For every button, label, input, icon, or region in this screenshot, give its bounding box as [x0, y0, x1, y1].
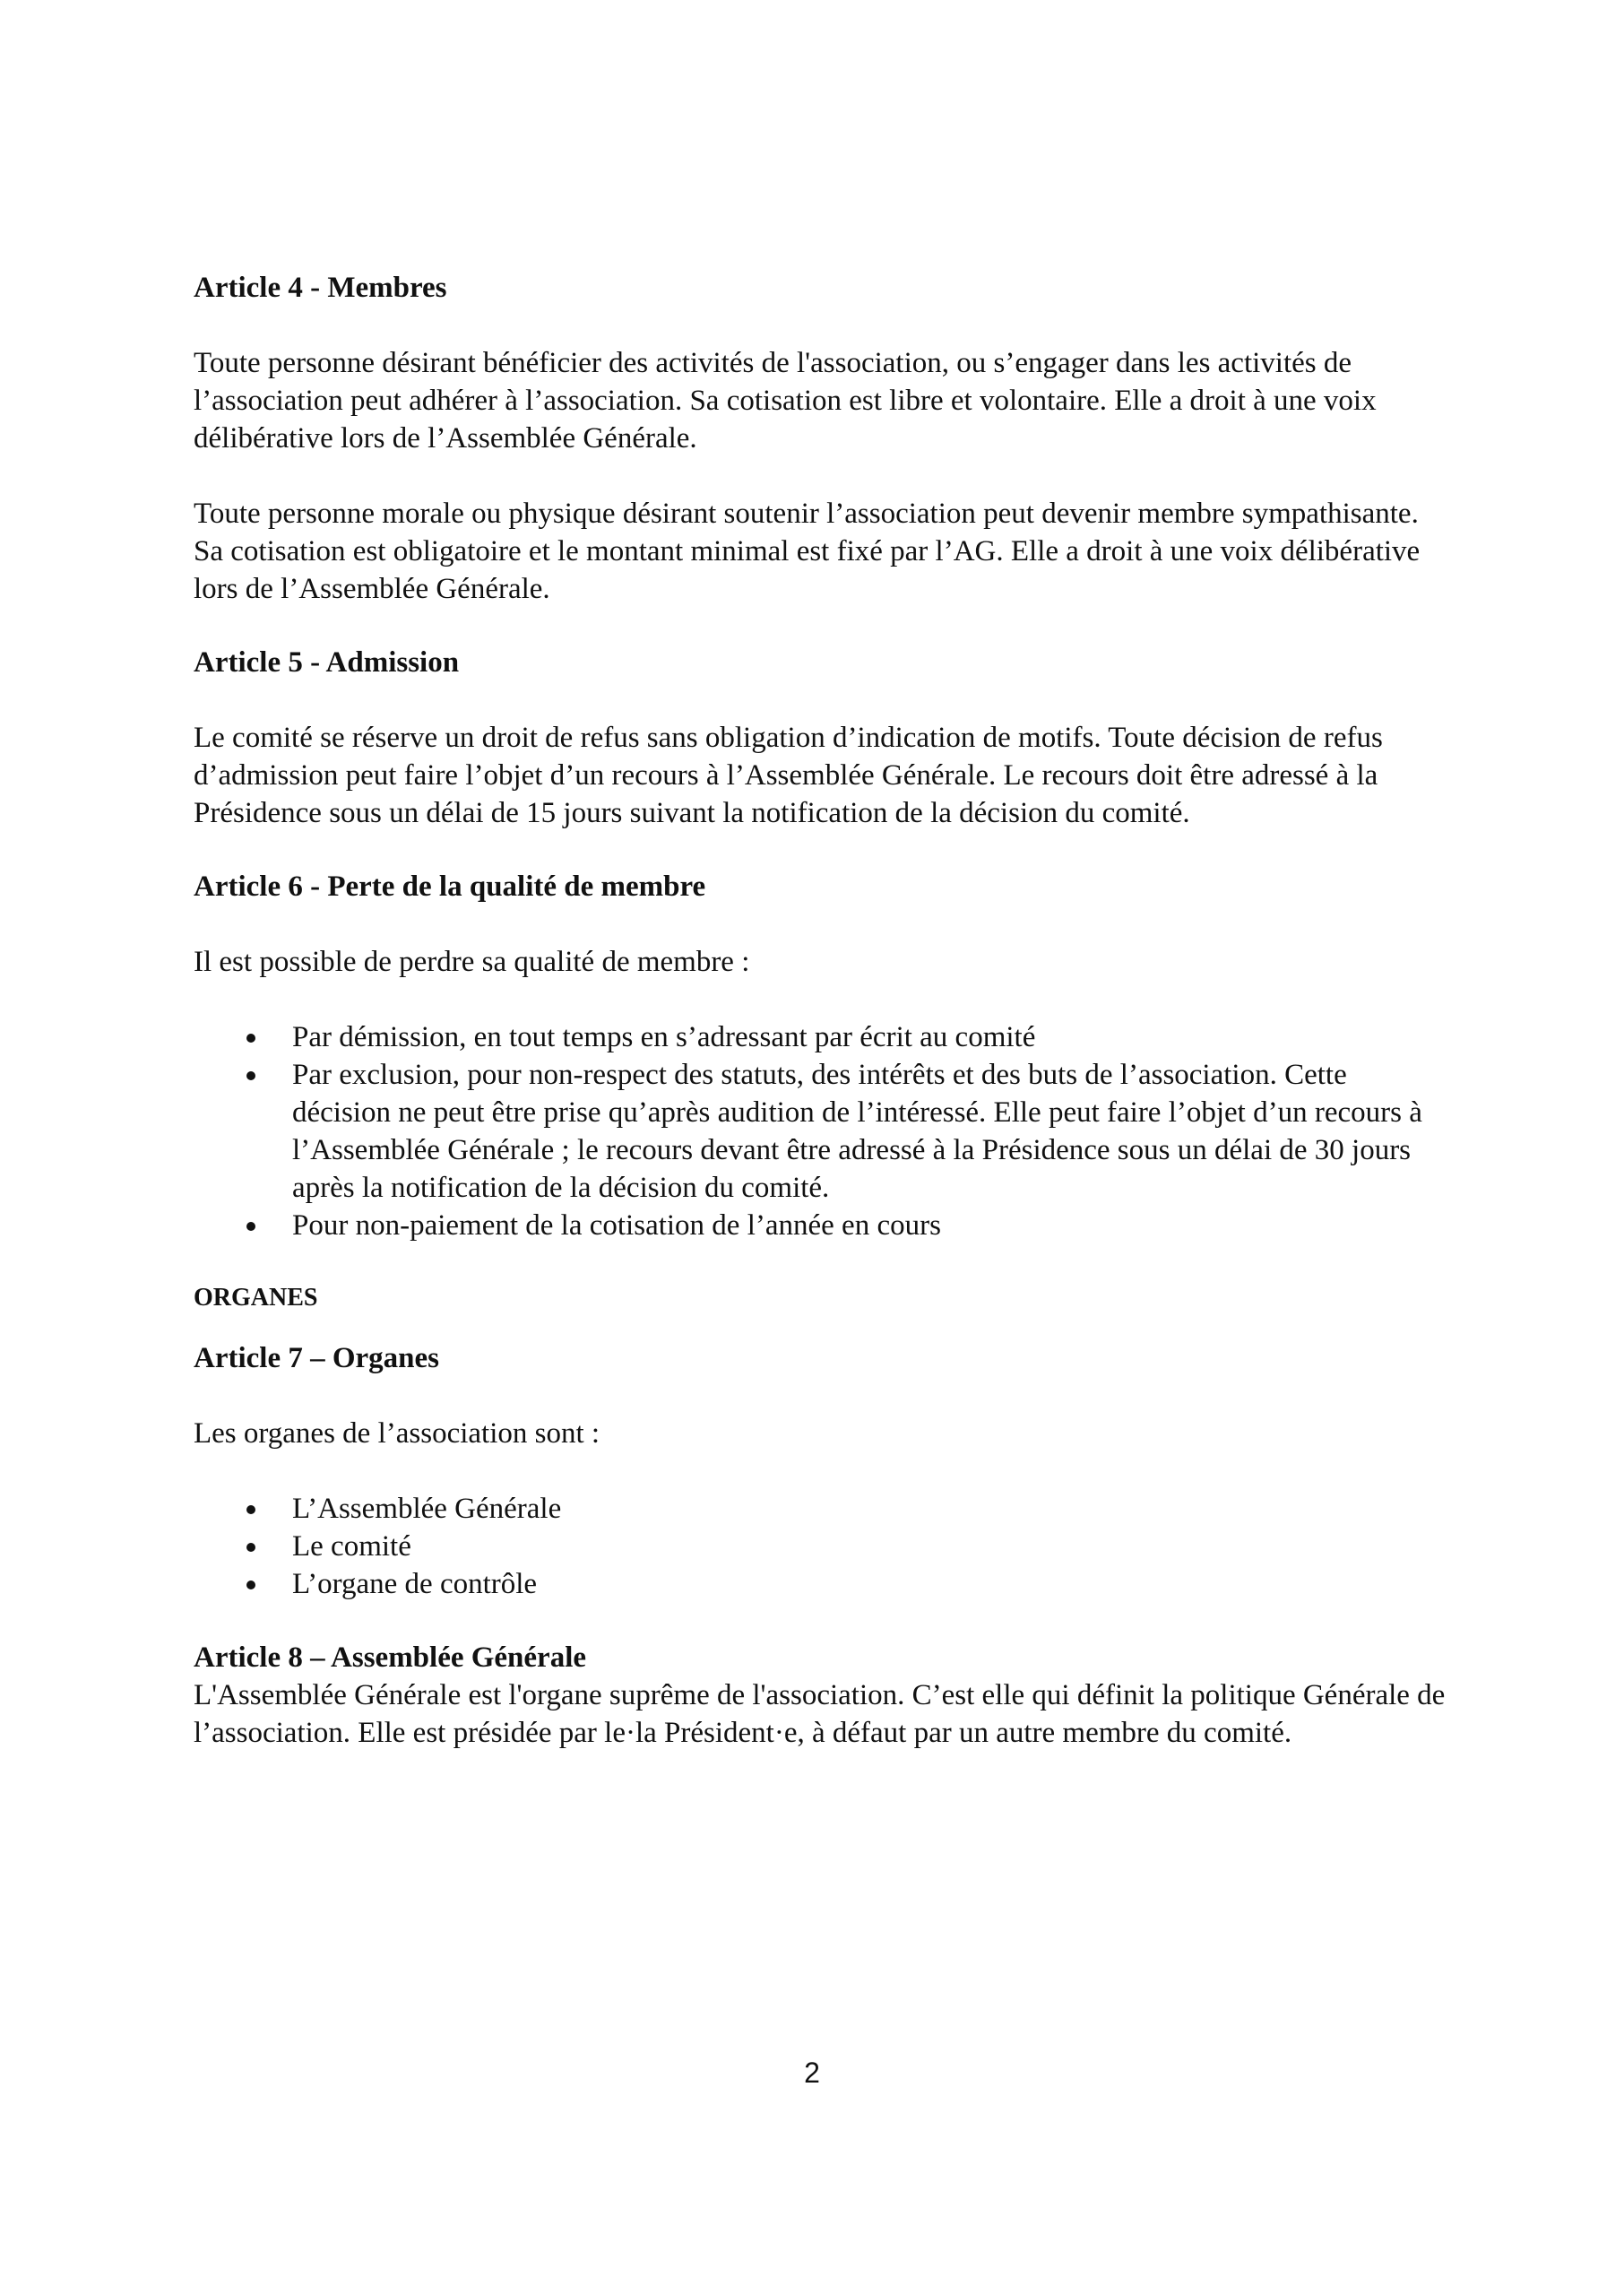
article-4-paragraph-1: Toute personne désirant bénéficier des activités de l'association, ou s’engager dans les activités de l’association peut adhérer à l’association. Sa cotisation est libre et volontaire. Elle a droit à une voix délibérative lors de l’Assemblée Générale.	[194, 347, 1377, 455]
document-page	[194, 269, 1448, 1752]
list-item-text: Le comité	[292, 1530, 411, 1563]
list-item-text: Par démission, en tout temps en s’adressant par écrit au comité	[292, 1021, 1036, 1053]
list-item-text: Par exclusion, pour non-respect des statuts, des intérêts et des buts de l’association. Cette décision ne peut être prise qu’après audition de l’intéressé. Elle peut faire l’objet d’un recours à l’Assemblée Générale ; le recours devant être adressé à la Présidence sous un délai de 30 jours après la notification de la décision du comité.	[292, 1059, 1422, 1204]
bullet-icon	[246, 1071, 255, 1080]
article-7-intro: Les organes de l’association sont :	[194, 1417, 600, 1450]
article-6-intro: Il est possible de perdre sa qualité de membre :	[194, 946, 750, 978]
section-title-organes: ORGANES	[194, 1284, 318, 1312]
page-number: 2	[804, 2057, 820, 2089]
article-6-heading: Article 6 - Perte de la qualité de membre	[194, 870, 706, 903]
article-4-heading: Article 4 - Membres	[194, 272, 447, 304]
article-8-paragraph-1: L'Assemblée Générale est l'organe suprême de l'association. C’est elle qui définit la politique Générale de l’association. Elle est présidée par le·la Président·e, à défaut par un autre membre du comité.	[194, 1679, 1446, 1749]
list-item-text: Pour non-paiement de la cotisation de l’année en cours	[292, 1209, 941, 1242]
article-8-heading: Article 8 – Assemblée Générale	[194, 1641, 587, 1674]
article-7-heading: Article 7 – Organes	[194, 1342, 440, 1374]
list-item	[194, 1056, 1448, 1207]
article-5-heading: Article 5 - Admission	[194, 646, 460, 679]
bullet-icon	[246, 1543, 255, 1552]
list-item	[194, 1565, 1448, 1603]
list-item-text: L’organe de contrôle	[292, 1568, 538, 1600]
bullet-icon	[246, 1581, 255, 1589]
list-item	[194, 1018, 1448, 1056]
list-item	[194, 1528, 1448, 1565]
list-item-text: L’Assemblée Générale	[292, 1493, 562, 1525]
article-7-list	[194, 1490, 1448, 1603]
list-item	[194, 1207, 1448, 1244]
bullet-icon	[246, 1034, 255, 1043]
article-6-list	[194, 1018, 1448, 1244]
list-item	[194, 1490, 1448, 1528]
bullet-icon	[246, 1505, 255, 1514]
bullet-icon	[246, 1222, 255, 1231]
article-4-paragraph-2: Toute personne morale ou physique désirant soutenir l’association peut devenir membre sympathisante. Sa cotisation est obligatoire et le montant minimal est fixé par l’AG. Elle a droit à une voix délibérative lors de l’Assemblée Générale.	[194, 498, 1421, 605]
article-5-paragraph-1: Le comité se réserve un droit de refus sans obligation d’indication de motifs. Toute décision de refus d’admission peut faire l’objet d’un recours à l’Assemblée Générale. Le recours doit être adressé à la Présidence sous un délai de 15 jours suivant la notification de la décision du comité.	[194, 722, 1383, 829]
